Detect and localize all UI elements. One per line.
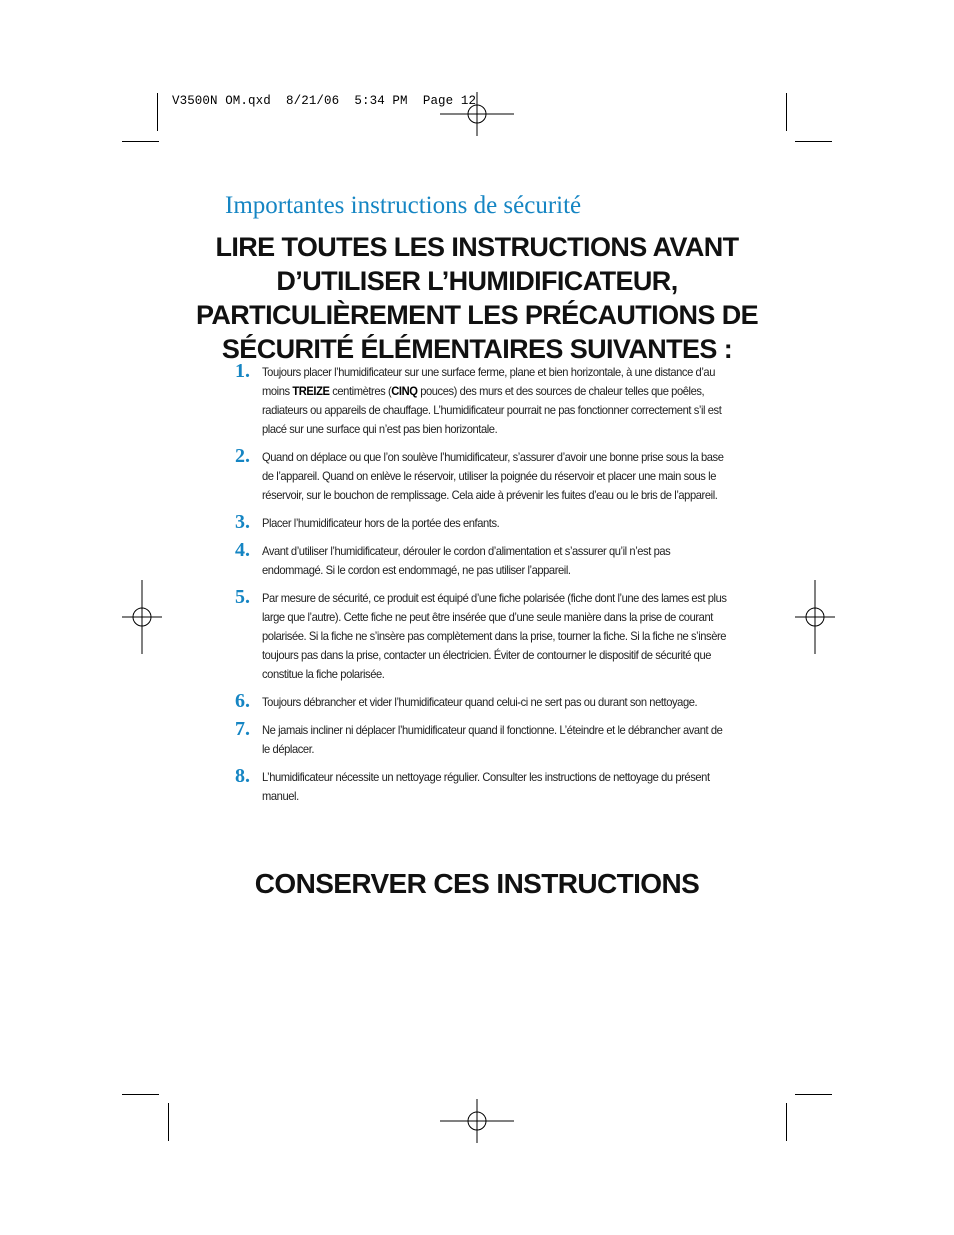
crop-mark bbox=[122, 141, 159, 142]
item-number: 6. bbox=[235, 690, 250, 712]
crop-mark bbox=[786, 1103, 787, 1141]
registration-mark-icon bbox=[440, 1099, 514, 1143]
list-item bbox=[230, 586, 730, 684]
print-slug-line: V3500N OM.qxd 8/21/06 5:34 PM Page 12 bbox=[172, 94, 477, 108]
item-text: Toujours débrancher et vider l’humidificateur quand celui-ci ne sert pas ou durant son nettoyage. bbox=[262, 695, 698, 709]
list-item bbox=[230, 445, 730, 505]
item-number: 7. bbox=[235, 718, 250, 740]
crop-mark bbox=[786, 93, 787, 131]
item-number: 5. bbox=[235, 586, 250, 608]
crop-mark bbox=[122, 1094, 159, 1095]
item-text-part: Toujours placer l’humidificateur sur une surface ferme, plane et bien horizontale, à une distance d’au moins bbox=[262, 365, 715, 398]
item-text: L’humidificateur nécessite un nettoyage régulier. Consulter les instructions de nettoyage du présent manuel. bbox=[262, 770, 710, 803]
item-text: Placer l’humidificateur hors de la portée des enfants. bbox=[262, 516, 500, 530]
item-number: 4. bbox=[235, 539, 250, 561]
registration-mark-icon bbox=[795, 580, 835, 654]
list-item bbox=[230, 360, 730, 439]
registration-mark-icon bbox=[122, 580, 162, 654]
list-item bbox=[230, 539, 730, 580]
section-subtitle: Importantes instructions de sécurité bbox=[225, 192, 582, 219]
emphasis-treize: TREIZE bbox=[292, 384, 330, 398]
emphasis-cinq: CINQ bbox=[391, 384, 418, 398]
list-item bbox=[230, 765, 730, 806]
item-number: 1. bbox=[235, 360, 250, 382]
item-number: 8. bbox=[235, 765, 250, 787]
crop-mark bbox=[157, 93, 158, 131]
item-text-part: centimètres ( bbox=[329, 384, 392, 398]
crop-mark bbox=[795, 141, 832, 142]
item-number: 2. bbox=[235, 445, 250, 467]
save-instructions-heading: CONSERVER CES INSTRUCTIONS bbox=[254, 868, 700, 899]
item-text-part: pouces) des murs et des sources de chaleur telles que poêles, radiateurs ou appareils de chauffage. L’humidificateur pourrait ne pas fonctionner correctement s’il est placé sur une surface qui n’est pas bien horizontale. bbox=[262, 384, 722, 436]
item-number: 3. bbox=[235, 511, 250, 533]
headline-line: D’UTILISER L’HUMIDIFICATEUR, bbox=[276, 266, 678, 296]
list-item bbox=[230, 690, 730, 712]
registration-mark-icon bbox=[440, 92, 514, 136]
crop-mark bbox=[168, 1103, 169, 1141]
item-text: Avant d’utiliser l’humidificateur, dérouler le cordon d’alimentation et s’assurer qu’il n’est pas endommagé. Si le cordon est endommagé, ne pas utiliser l’appareil. bbox=[262, 544, 671, 577]
headline-line: LIRE TOUTES LES INSTRUCTIONS AVANT bbox=[215, 232, 739, 262]
list-item bbox=[230, 511, 730, 533]
item-text: Ne jamais incliner ni déplacer l’humidificateur quand il fonctionne. L’éteindre et le débrancher avant de le déplacer. bbox=[262, 723, 723, 756]
item-text: Par mesure de sécurité, ce produit est équipé d’une fiche polarisée (fiche dont l’une des lames est plus large que l’autre). Cette fiche ne peut être insérée que d’une seule manière dans la prise de courant polarisée. Si la fiche ne s’insère pas complètement dans la prise, tourner la fiche. Si la fiche ne s’insère toujours pas dans la prise, contacter un électricien. Éviter de contourner le dispositif de sécurité que constitue la fiche polarisée. bbox=[262, 591, 727, 681]
list-item bbox=[230, 718, 730, 759]
crop-mark bbox=[795, 1094, 832, 1095]
item-text bbox=[262, 363, 732, 439]
main-headline bbox=[180, 230, 774, 366]
item-text: Quand on déplace ou que l’on soulève l’humidificateur, s’assurer d’avoir une bonne prise sous la base de l’appareil. Quand on enlève le réservoir, utiliser la poignée du réservoir et placer une main sous le réservoir, sur le bouchon de remplissage. Cela aide à prévenir les fuites d’eau ou le bris de l’appareil. bbox=[262, 450, 724, 502]
headline-line: SÉCURITÉ ÉLÉMENTAIRES SUIVANTES : bbox=[221, 334, 733, 364]
safety-instructions-list bbox=[230, 360, 730, 815]
headline-line: PARTICULIÈREMENT LES PRÉCAUTIONS DE bbox=[195, 300, 759, 330]
